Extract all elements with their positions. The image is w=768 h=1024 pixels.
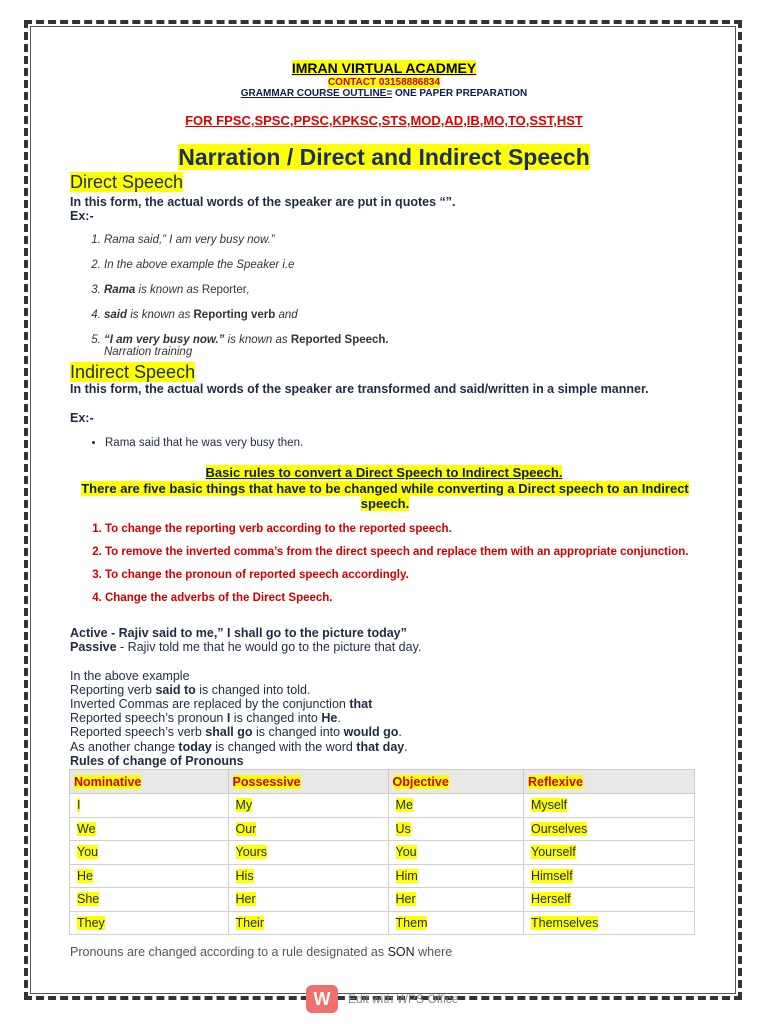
direct-speech-heading: Direct Speech [70, 172, 184, 192]
table-cell: He [70, 864, 229, 888]
table-cell: Yours [228, 841, 388, 865]
wps-edit-label: Edit with WPS Office [348, 992, 459, 1006]
table-cell: We [70, 817, 229, 841]
column-header: Reflexive [524, 770, 695, 794]
table-cell: Him [388, 864, 523, 888]
table-row [70, 911, 695, 935]
direct-ex-label: Ex:- [70, 209, 94, 223]
target-exams: FOR FPSC,SPSC,PPSC,KPKSC,STS,MOD,AD,IB,MO,TO,SST,HST [185, 113, 583, 128]
table-row [70, 794, 695, 818]
academy-name: IMRAN VIRTUAL ACADMEY [291, 60, 477, 76]
direct-speech-description: In this form, the actual words of the speaker are put in quotes “”. [70, 195, 456, 209]
table-cell: Them [388, 911, 523, 935]
page-title: Narration / Direct and Indirect Speech [178, 144, 590, 170]
wps-logo-icon: W [306, 985, 338, 1013]
table-cell: Their [228, 911, 388, 935]
list-item: 2. In the above example the Speaker i.e [104, 259, 704, 284]
rule-item: 1. To change the reporting verb according to the reported speech. [105, 523, 725, 535]
table-cell: Her [228, 888, 388, 912]
list-item: • Rama said that he was very busy then. [105, 437, 303, 449]
explanation-line: Reporting verb said to is changed into told. [70, 683, 311, 697]
table-header-row [70, 770, 695, 794]
column-header: Nominative [70, 770, 229, 794]
table-cell: Us [388, 817, 523, 841]
column-header: Objective [388, 770, 523, 794]
indirect-speech-heading: Indirect Speech [70, 362, 196, 382]
table-cell: Themselves [524, 911, 695, 935]
wps-office-watermark[interactable] [306, 985, 506, 1013]
course-outline: GRAMMAR COURSE OUTLINE= ONE PAPER PREPARATION [240, 88, 528, 99]
table-row [70, 864, 695, 888]
list-item: 3. Rama is known as Reporter, [104, 284, 704, 309]
table-cell: They [70, 911, 229, 935]
rules-heading: Basic rules to convert a Direct Speech to Indirect Speech. [205, 465, 563, 480]
explanation-line: Reported speech’s verb shall go is changed into would go. [70, 725, 402, 739]
table-row [70, 817, 695, 841]
table-cell: Her [388, 888, 523, 912]
indirect-ex-label: Ex:- [70, 411, 94, 425]
son-rule-line: Pronouns are changed according to a rule designated as SON where [70, 945, 453, 959]
explanation-line: Reported speech’s pronoun I is changed into He. [70, 711, 341, 725]
table-row [70, 841, 695, 865]
table-cell: Myself [524, 794, 695, 818]
table-cell: I [70, 794, 229, 818]
table-cell: My [228, 794, 388, 818]
direct-example-list [70, 234, 704, 358]
conversion-rules-list [70, 523, 725, 604]
active-example: Active - Rajiv said to me,” I shall go to the picture today” [70, 626, 407, 640]
rule-item: 3. To change the pronoun of reported speech accordingly. [105, 569, 725, 581]
table-cell: You [388, 841, 523, 865]
list-item: 1. Rama said,” I am very busy now.” [104, 234, 704, 259]
rule-item: 2. To remove the inverted comma’s from the direct speech and replace them with an appropriate conjunction. [105, 546, 725, 558]
indirect-speech-description: In this form, the actual words of the speaker are transformed and said/written in a simple manner. [70, 382, 649, 396]
table-cell: Our [228, 817, 388, 841]
rules-subheading: There are five basic things that have to be changed while converting a Direct speech to an Indirect speech. [81, 481, 689, 511]
table-cell: His [228, 864, 388, 888]
table-cell: Me [388, 794, 523, 818]
explanation-line: As another change today is changed with the word that day. [70, 740, 408, 754]
rule-item: 4. Change the adverbs of the Direct Speech. [105, 592, 725, 604]
table-row [70, 888, 695, 912]
passive-example: Passive - Rajiv told me that he would go to the picture that day. [70, 640, 422, 654]
explanation-line: Inverted Commas are replaced by the conjunction that [70, 697, 373, 711]
table-cell: Ourselves [524, 817, 695, 841]
pronoun-rules-title: Rules of change of Pronouns [70, 754, 244, 768]
list-item: 4. said is known as Reporting verb and [104, 309, 704, 334]
contact-line: CONTACT 03158886834 [327, 77, 441, 88]
column-header: Possessive [228, 770, 388, 794]
list-item: 5. “I am very busy now.” is known as Reported Speech. Narration training [104, 334, 704, 358]
table-cell: Himself [524, 864, 695, 888]
table-cell: She [70, 888, 229, 912]
table-cell: You [70, 841, 229, 865]
indirect-example-list [70, 437, 303, 449]
pronoun-table [69, 769, 695, 935]
table-cell: Yourself [524, 841, 695, 865]
table-cell: Herself [524, 888, 695, 912]
explanation-intro: In the above example [70, 669, 190, 683]
